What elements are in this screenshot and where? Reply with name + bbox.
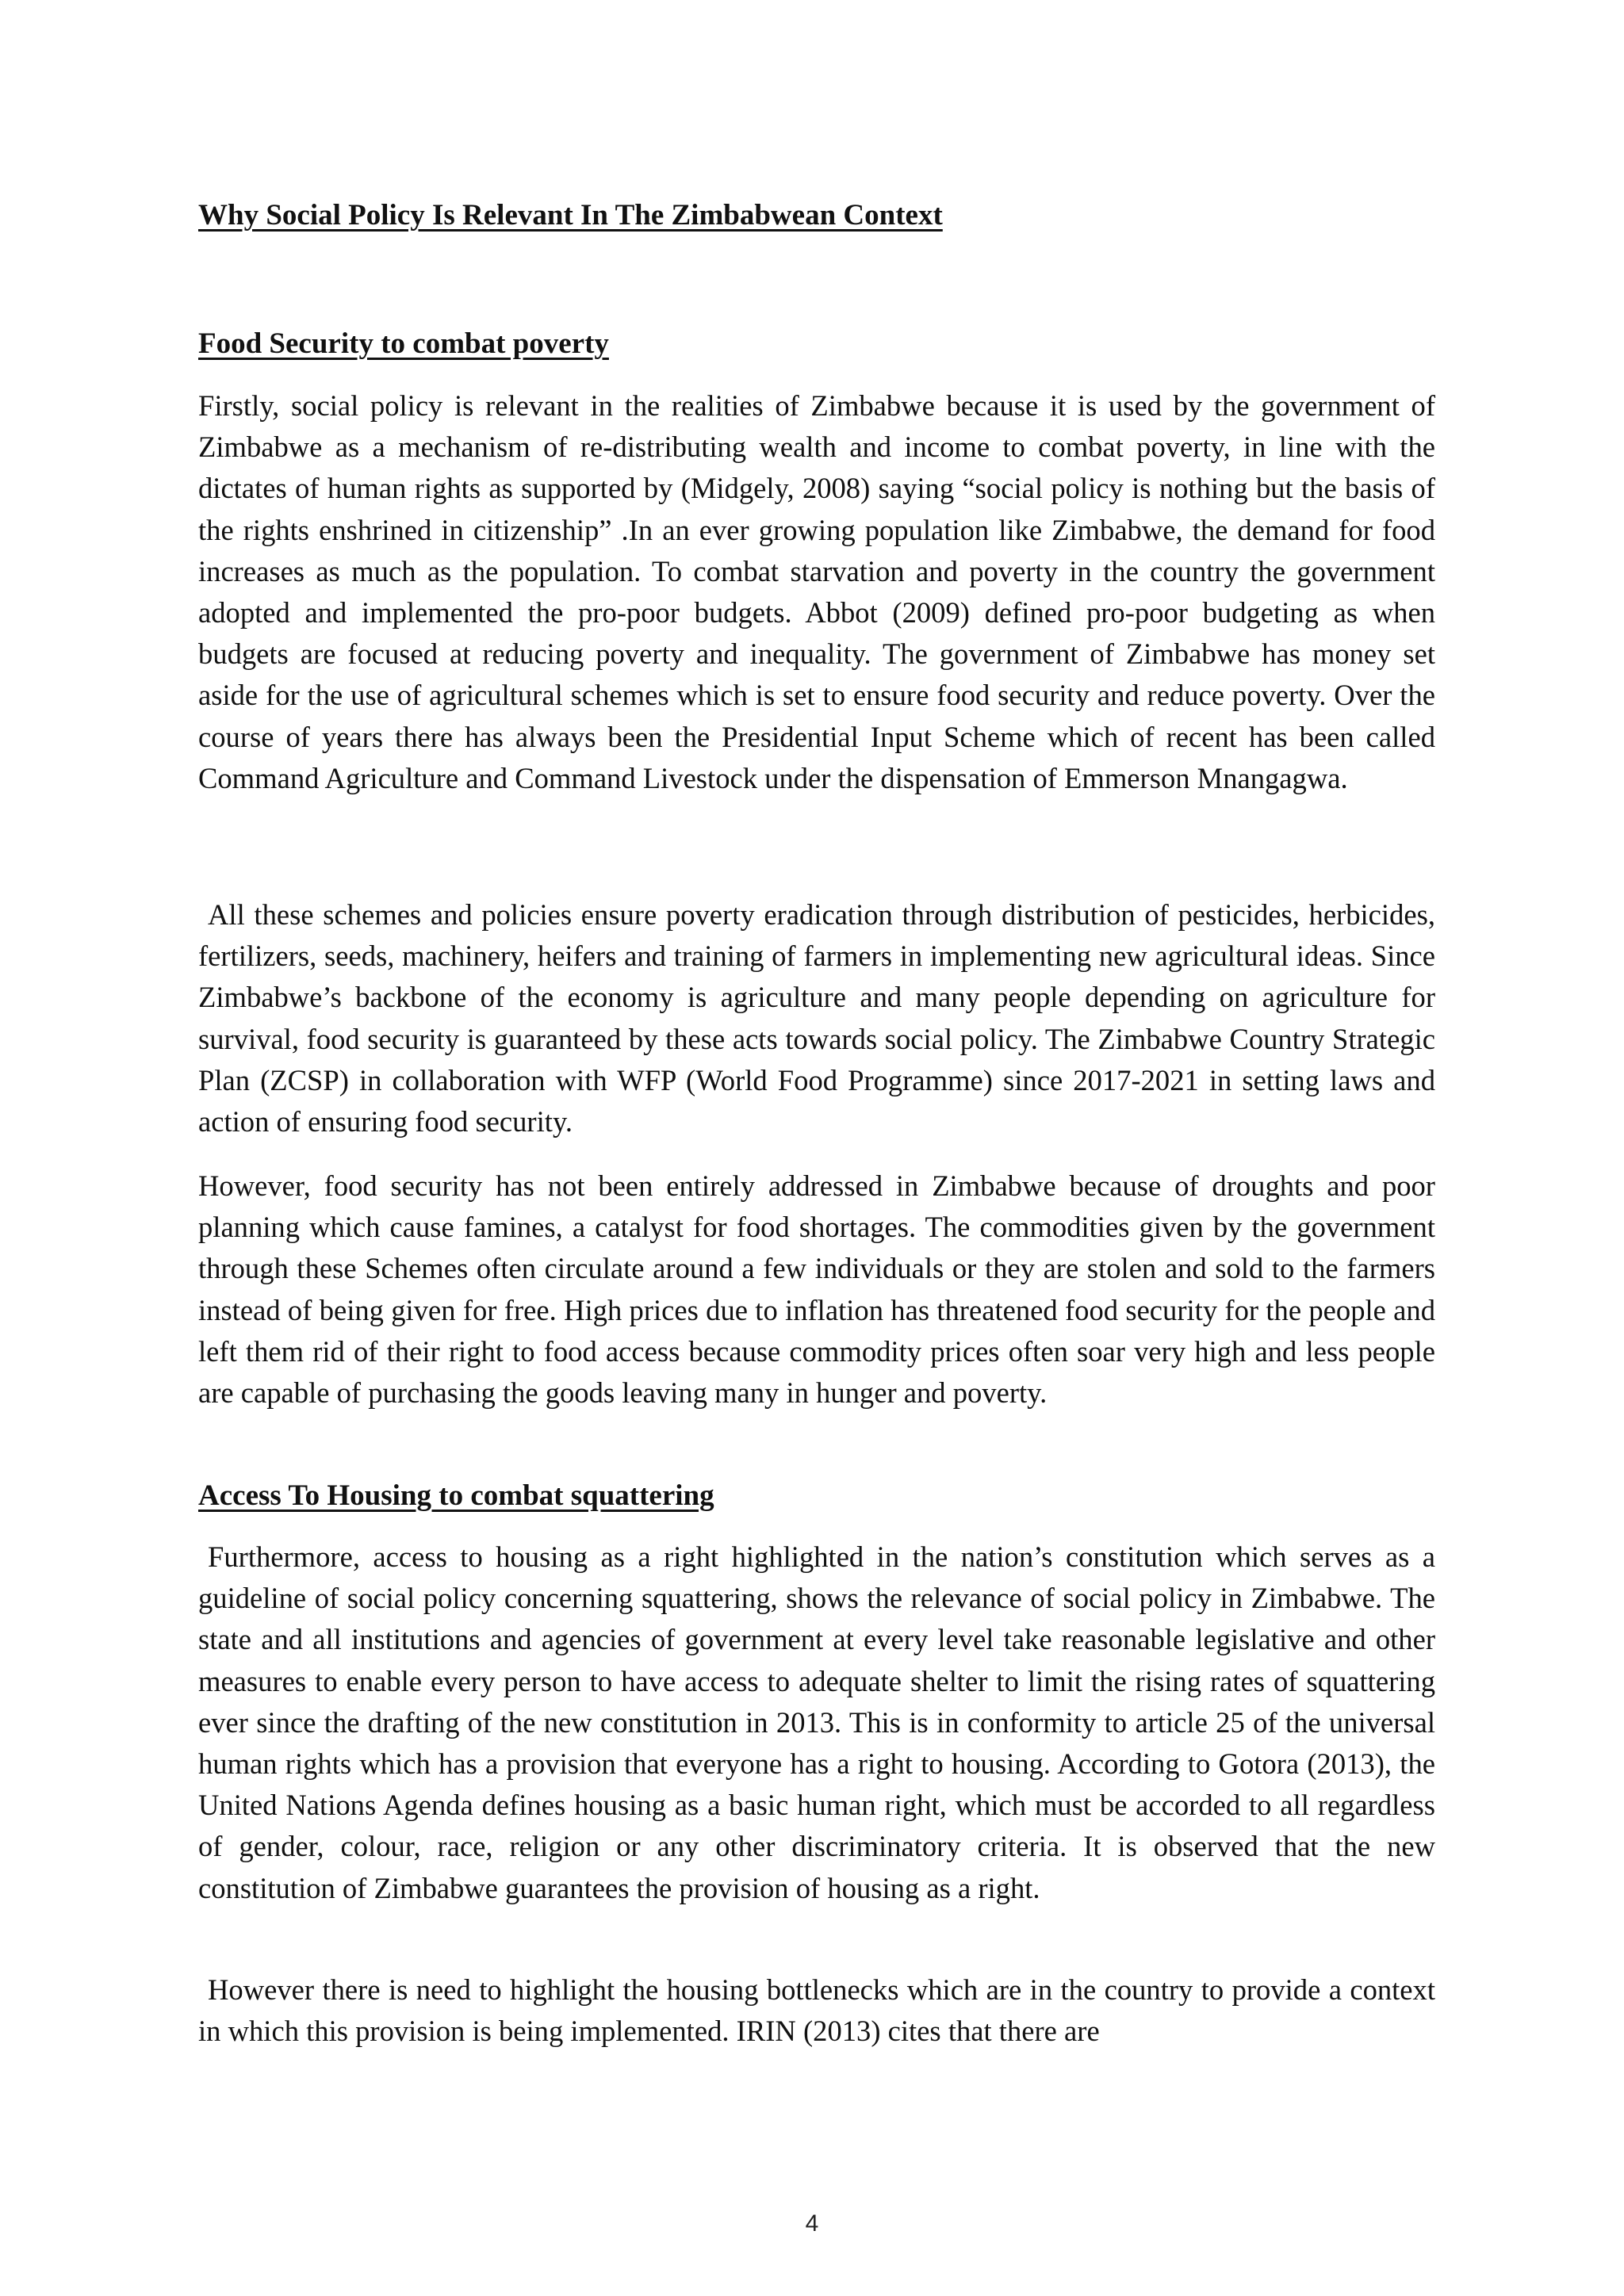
section-heading-housing: Access To Housing to combat squattering xyxy=(198,1479,714,1512)
paragraph-block xyxy=(198,894,1435,1142)
paragraph-housing-1: Furthermore, access to housing as a right highlighted in the nation’s constitution which serves as a guideline of social policy concerning squattering, shows the relevance of social policy in Zimbabwe. The state and all institutions and agencies of government at every level take reasonable legislative and other measures to enable every person to have access to adequate shelter to limit the rising rates of squattering ever since the drafting of the new constitution in 2013. This is in conformity to article 25 of the universal human rights which has a provision that everyone has a right to housing. According to Gotora (2013), the United Nations Agenda defines housing as a basic human right, which must be accorded to all regardless of gender, colour, race, religion or any other discriminatory criteria. It is observed that the new constitution of Zimbabwe guarantees the provision of housing as a right. xyxy=(198,1540,1435,1904)
section-heading-food-security: Food Security to combat poverty xyxy=(198,327,609,360)
paragraph-block xyxy=(198,385,1435,799)
paragraph-block xyxy=(198,1165,1435,1414)
page-number: 4 xyxy=(805,2210,819,2237)
paragraph-food-security-3: However, food security has not been entirely addressed in Zimbabwe because of droughts and poor planning which cause famines, a catalyst for food shortages. The commodities given by the government through these Schemes often circulate around a few individuals or they are stolen and sold to the farmers instead of being given for free. High prices due to inflation has threatened food security for the people and left them rid of their right to food access because commodity prices often soar very high and less people are capable of purchasing the goods leaving many in hunger and poverty. xyxy=(198,1169,1435,1410)
paragraph-food-security-2: All these schemes and policies ensure poverty eradication through distribution of pesticides, herbicides, fertilizers, seeds, machinery, heifers and training of farmers in implementing new agricultural ideas. Since Zimbabwe’s backbone of the economy is agriculture and many people depending on agriculture for survival, food security is guaranteed by these acts towards social policy. The Zimbabwe Country Strategic Plan (ZCSP) in collaboration with WFP (World Food Programme) since 2017-2021 in setting laws and action of ensuring food security. xyxy=(198,898,1435,1138)
document-title: Why Social Policy Is Relevant In The Zimbabwean Context xyxy=(198,199,943,232)
paragraph-food-security-1: Firstly, social policy is relevant in the realities of Zimbabwe because it is used by the government of Zimbabwe as a mechanism of re-distributing wealth and income to combat poverty, in line with the dictates of human rights as supported by (Midgely, 2008) saying “social policy is nothing but the basis of the rights enshrined in citizenship” .In an ever growing population like Zimbabwe, the demand for food increases as much as the population. To combat starvation and poverty in the country the government adopted and implemented the pro-poor budgets. Abbot (2009) defined pro-poor budgeting as when budgets are focused at reducing poverty and inequality. The government of Zimbabwe has money set aside for the use of agricultural schemes which is set to ensure food security and reduce poverty. Over the course of years there has always been the Presidential Input Scheme which of recent has been called Command Agriculture and Command Livestock under the dispensation of Emmerson Mnangagwa. xyxy=(198,389,1435,794)
paragraph-block xyxy=(198,1969,1435,2052)
paragraph-block xyxy=(198,1536,1435,1909)
paragraph-housing-2: However there is need to highlight the housing bottlenecks which are in the country to provide a context in which this provision is being implemented. IRIN (2013) cites that there are xyxy=(198,1973,1435,2048)
